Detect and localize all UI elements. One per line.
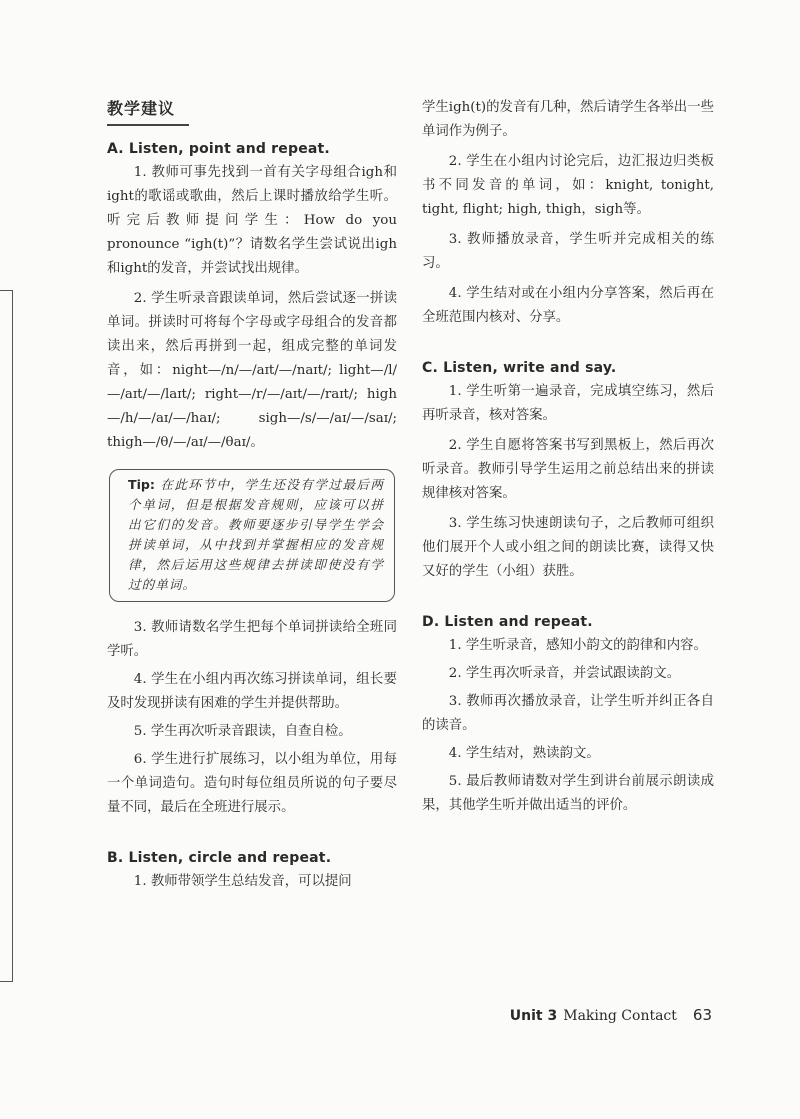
- paragraph-a6: 6. 学生进行扩展练习，以小组为单位，用每一个单词造句。造句时每位组员所说的句子要尽量不同，最后在全班进行展示。: [107, 752, 397, 815]
- paragraph-c3: 3. 学生练习快速朗读句子，之后教师可组织他们展开个人或小组之间的朗读比赛，读得又快又好的学生（小组）获胜。: [422, 516, 714, 579]
- paragraph-a4: 4. 学生在小组内再次练习拼读单词，组长要及时发现拼读有困难的学生并提供帮助。: [107, 672, 397, 711]
- section-title-underline: [107, 124, 189, 126]
- paragraph-a3: 3. 教师请数名学生把每个单词拼读给全班同学听。: [107, 620, 397, 659]
- paragraph-b3: 3. 教师播放录音，学生听并完成相关的练习。: [422, 232, 714, 271]
- tip-box: [109, 469, 395, 602]
- paragraph-a2: 2. 学生听录音跟读单词，然后尝试逐一拼读单词。拼读时可将每个字母或字母组合的发音都读出来，然后再拼到一起，组成完整的单词发音，如：night—/n/—/aɪt/—/naɪt/; light—/l/—/aɪt/—/laɪt/; right—/r/—/aɪt/—/raɪt/; high—/h/—/aɪ/—/haɪ/; sigh—/s/—/aɪ/—/saɪ/; thigh—/θ/—/aɪ/—/θaɪ/。: [107, 291, 397, 450]
- tip-label: Tip:: [128, 477, 155, 492]
- paragraph-b1-continued: 学生igh(t)的发音有几种，然后请学生各举出一些单词作为例子。: [422, 100, 714, 139]
- heading-b: B. Listen, circle and repeat.: [107, 850, 332, 866]
- footer-unit-label: Unit 3: [509, 1008, 558, 1024]
- paragraph-c1: 1. 学生听第一遍录音，完成填空练习，然后再听录音，核对答案。: [422, 384, 714, 423]
- paragraph-a1: 1. 教师可事先找到一首有关字母组合igh和ight的歌谣或歌曲，然后上课时播放给学生听。听完后教师提问学生：How do you pronounce “igh(t)”？请数名学生尝试说出igh和ight的发音，并尝试找出规律。: [107, 165, 397, 276]
- page-edge-bracket: [0, 290, 13, 982]
- page-number: 63: [692, 1006, 712, 1024]
- left-column: [107, 96, 397, 894]
- paragraph-d4: 4. 学生结对，熟读韵文。: [448, 746, 600, 761]
- paragraph-d1: 1. 学生听录音，感知小韵文的韵律和内容。: [448, 638, 707, 653]
- paragraph-d3: 3. 教师再次播放录音，让学生听并纠正各自的读音。: [422, 694, 714, 733]
- heading-a: A. Listen, point and repeat.: [107, 141, 330, 157]
- paragraph-d2: 2. 学生再次听录音，并尝试跟读韵文。: [448, 666, 681, 681]
- section-title: 教学建议: [107, 99, 176, 118]
- heading-d: D. Listen and repeat.: [422, 614, 593, 630]
- heading-c: C. Listen, write and say.: [422, 360, 617, 376]
- paragraph-a5: 5. 学生再次听录音跟读，自查自检。: [133, 724, 352, 739]
- paragraph-d5: 5. 最后教师请数对学生到讲台前展示朗读成果，其他学生听并做出适当的评价。: [422, 774, 714, 813]
- paragraph-b1-start: 1. 教师带领学生总结发音，可以提问: [133, 874, 352, 889]
- section-header: [107, 96, 397, 119]
- paragraph-b4: 4. 学生结对或在小组内分享答案，然后再在全班范围内核对、分享。: [422, 286, 714, 325]
- paragraph-c2: 2. 学生自愿将答案书写到黑板上，然后再次听录音。教师引导学生运用之前总结出来的拼读规律核对答案。: [422, 438, 714, 501]
- paragraph-b2: 2. 学生在小组内讨论完后，边汇报边归类板书不同发音的单词，如：knight, tonight, tight, flight; high, thigh，sigh等。: [422, 154, 714, 217]
- right-column: [422, 96, 714, 818]
- footer-unit-title: Making Contact: [563, 1008, 677, 1024]
- tip-text: 在此环节中，学生还没有学过最后两个单词，但是根据发音规则，应该可以拼出它们的发音。教师要逐步引导学生学会拼读单词，从中找到并掌握相应的发音规律，然后运用这些规律去拼读即使没有学过的单词。: [128, 477, 384, 592]
- page-footer: [510, 1006, 712, 1024]
